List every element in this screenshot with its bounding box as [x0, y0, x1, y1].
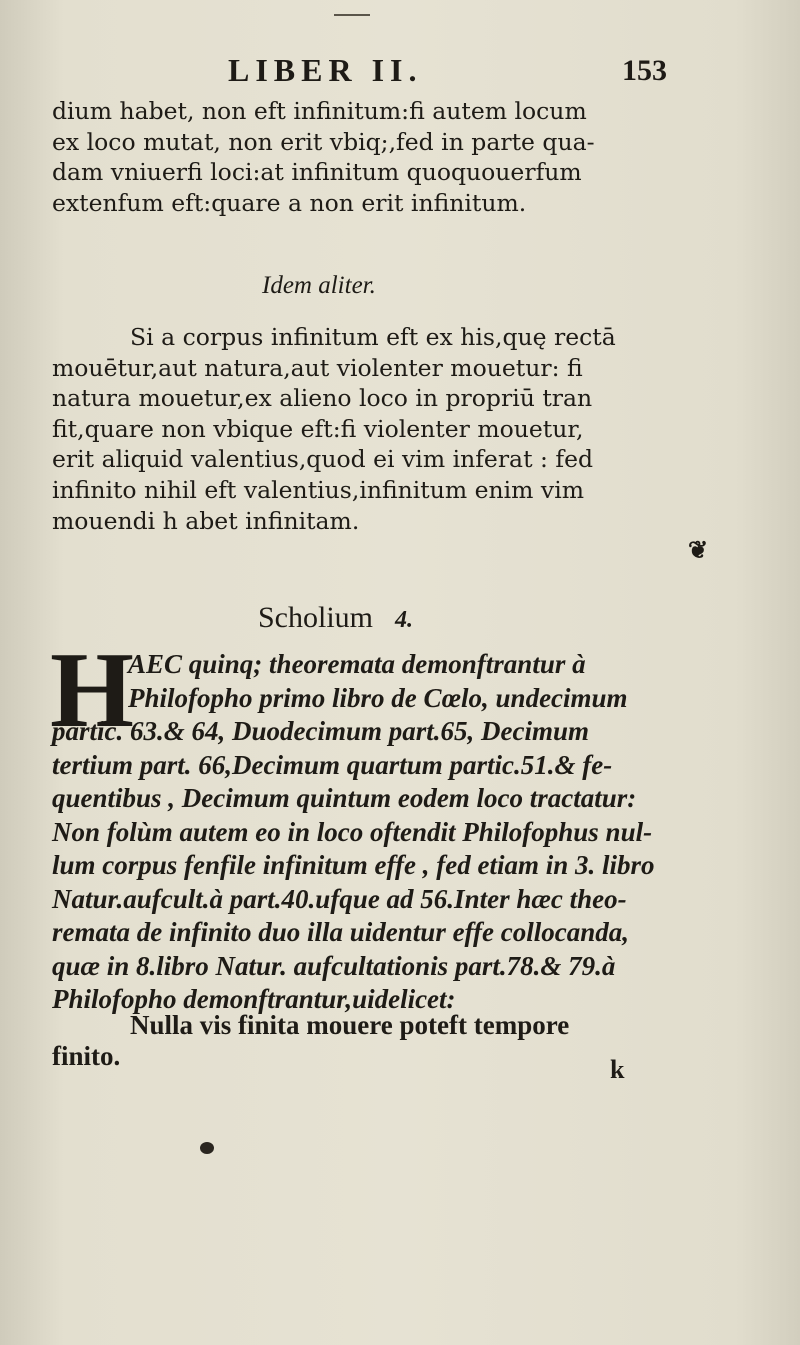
paragraph-3: [50, 631, 712, 1017]
text-line: tertium part. 66,Decimum quartum partic.51.& fe-: [52, 749, 613, 780]
text-line: Nulla vis finita mouere poteft tempore: [130, 1010, 570, 1040]
ink-spot: [200, 1142, 214, 1154]
paragraph-1: [52, 96, 712, 218]
catchword: k: [610, 1055, 625, 1084]
text-line: Natur.aufcult.à part.40.ufque ad 56.Inter hæc theo-: [52, 883, 627, 914]
text-line: Non folùm autem eo in loco oftendit Philofophus nul-: [52, 816, 653, 847]
text-line: Si a corpus infinitum eft ex his,quę rectā: [130, 323, 616, 351]
text-line: infinito nihil eft valentius,infinitum enim vim: [52, 475, 585, 504]
text-line: lum corpus fenfile infinitum effe , fed etiam in 3. libro: [52, 850, 655, 880]
text-line: AEC quinq; theoremata demonftrantur à: [128, 649, 586, 679]
text-line: erit aliquid valentius,quod ei vim inferat : fed: [52, 445, 594, 474]
text-line: dam vniuerfi loci:at infinitum quoquouerfum: [52, 158, 582, 187]
text-line: Philofopho demonftrantur,uidelicet:: [52, 984, 456, 1014]
text-line: Philofopho primo libro de Cœlo, undecimum: [128, 682, 628, 713]
running-head: LIBER II.: [228, 52, 423, 88]
text-line: dium habet, non eft infinitum:fi autem locum: [52, 97, 587, 125]
text-line: remata de infinito duo illa uidentur effe collocanda,: [52, 917, 630, 947]
text-line: mouendi h abet infinitam.: [52, 506, 360, 535]
text-line: quæ in 8.libro Natur. aufcultationis part.78.& 79.à: [52, 950, 616, 981]
paragraph-2: [52, 322, 712, 536]
page-header: [0, 52, 800, 92]
leaf-ornament-icon: ❦: [688, 535, 709, 564]
text-line: ex loco mutat, non erit vbiq;,fed in parte qua-: [52, 127, 595, 156]
text-line: fit,quare non vbique eft:fi violenter mouetur,: [52, 414, 584, 443]
text-line: extenfum eft:quare a non erit infinitum.: [52, 188, 527, 217]
scholium-heading: [258, 601, 413, 635]
text-line: mouētur,aut natura,aut violenter mouetur: fi: [52, 353, 583, 382]
drop-cap: H: [50, 631, 135, 750]
text-line: partic. 63.& 64, Duodecimum part.65, Decimum: [52, 716, 589, 746]
section-subheading: Idem aliter.: [262, 272, 376, 299]
text-line: finito.: [52, 1041, 121, 1071]
ink-mark: [334, 14, 370, 16]
text-line: natura mouetur,ex alieno loco in propriū tran: [52, 384, 593, 413]
page-number: 153: [622, 54, 667, 87]
text-line: quentibus , Decimum quintum eodem loco tractatur:: [52, 783, 637, 813]
scholium-title: Scholium: [258, 601, 374, 634]
scholium-number: 4.: [395, 607, 414, 633]
